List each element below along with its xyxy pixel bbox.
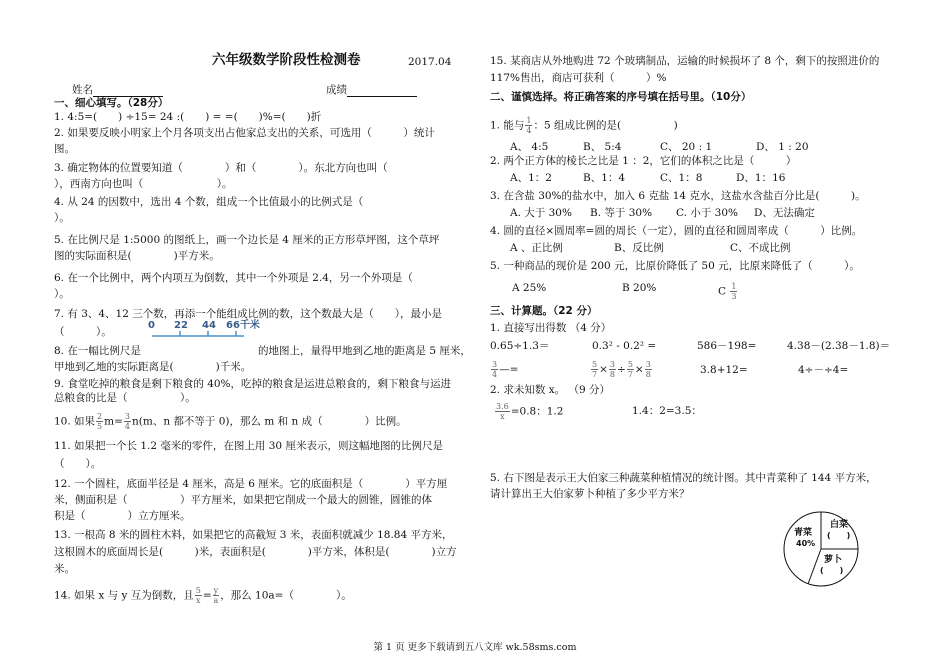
score-blank[interactable] <box>347 85 417 97</box>
choice5-opt-b: B 20% <box>622 282 657 294</box>
scale-tick-label: 66千米 <box>226 320 260 331</box>
choice4: 4. 圆的直径×圆周率=圆的周长（一定），圆的直径和圆周率成（ ）比例。 <box>490 225 863 237</box>
choice3-opt-b: B. 等于 30% <box>590 207 653 219</box>
choice3: 3. 在含盐 30%的盐水中，加入 6 克盐 14 克水，这盐水含盐百分比是( )。 <box>490 190 866 202</box>
choice4-opt-c: C、不成比例 <box>730 242 791 254</box>
section3-heading: 三、计算题。（22 分） <box>490 305 598 317</box>
pie-pct-qingcai: 40% <box>796 539 816 548</box>
q6-line1: 6. 在一个比例中，两个内项互为倒数，其中一个外项是 2.4，另一个外项是（ <box>54 272 413 284</box>
pie-value-luobo: ( ) <box>820 566 844 575</box>
q3-line2: ），西南方向也叫（ ）。 <box>54 178 233 190</box>
vegetable-pie-chart <box>782 508 860 590</box>
q14: 14. 如果 x 与 y 互为倒数，且 $\frac{5}{x}$ = $\frac{y}{a}$ ，那么 10a=（ ）。 <box>54 586 352 605</box>
choice5: 5. 一种商品的现价是 200 元，比原价降低了 50 元，比原来降低了（ ）。 <box>490 260 860 272</box>
q15-line1: 15. 某商店从外地购进 72 个玻璃制品，运输的时候损坏了 8 个，剩下的按照进价的 <box>490 55 880 67</box>
section1-heading: 一、细心填写。（28分） <box>54 97 169 109</box>
fraction: $\frac{5}{7}$ <box>592 360 598 379</box>
q2-line2: 图。 <box>54 143 75 155</box>
fraction: $\frac{3.6}{x}$ <box>496 402 509 421</box>
exam-date: 2017.04 <box>408 56 452 68</box>
q8-line1a: 8. 在一幅比例尺是 <box>54 345 141 357</box>
choice2: 2. 两个正方体的棱长之比是 1 ：2，它们的体积之比是（ ） <box>490 155 797 167</box>
calc-r2-3: 3.8+12= <box>700 364 748 376</box>
q8-line1b: 的地图上，量得甲地到乙地的距离是 5 厘米， <box>258 345 471 357</box>
problem5-line2: 请计算出王大伯家萝卜种植了多少平方米？ <box>490 488 690 500</box>
choice1-opt-d: D、 1 : 20 <box>756 141 809 153</box>
choice5-opt-a: A 25% <box>512 282 547 294</box>
fraction: $\frac{3}{8}$ <box>609 360 615 379</box>
q11-line1: 11. 如果把一个长 1.2 毫米的零件，在图上用 30 厘米表示，则这幅地图的比例尺是 <box>54 440 443 452</box>
q3-line1: 3. 确定物体的位置要知道（ ）和（ ）。东北方向也叫（ <box>54 162 388 174</box>
q6-line2: ）。 <box>54 288 70 300</box>
page-title: 六年级数学阶段性检测卷 <box>212 52 361 68</box>
q4-line2: ）。 <box>54 212 70 224</box>
q7-line2: （ ）。 <box>54 326 112 338</box>
q12-line2: 米，侧面积是（ ）平方厘米，如果把它削成一个最大的圆锥，圆锥的体 <box>54 494 432 506</box>
choice2-opt-c: C、1：8 <box>660 172 703 184</box>
problem5-line1: 5. 右下图是表示王大伯家三种蔬菜种植情况的统计图。其中青菜种了 144 平方米， <box>490 472 877 484</box>
fraction: $\frac{3}{8}$ <box>645 360 651 379</box>
calc-r1-3: 586－198= <box>697 340 757 352</box>
section2-heading: 二、谨慎选择。将正确答案的序号填在括号里。（10分） <box>490 91 752 103</box>
scale-tick-label: 44 <box>202 320 216 331</box>
fraction: $\frac{y}{a}$ <box>213 586 219 605</box>
equation-1: $\frac{3.6}{x}$ =0.8：1.2 <box>496 402 564 421</box>
calc-r1-2: 0.3² - 0.2² = <box>592 340 657 352</box>
q5-line1: 5. 在比例尺是 1:5000 的图纸上，画一个边长是 4 厘米的正方形草坪图，这个草坪 <box>54 234 440 246</box>
fraction: $\frac{5}{7}$ <box>627 360 633 379</box>
choice3-opt-c: C. 小于 30% <box>676 207 739 219</box>
calc-r2-1: $\frac{3}{4}$ —= <box>492 360 519 379</box>
choice4-opt-a: A 、正比例 <box>510 242 563 254</box>
calc-r1-1: 0.65÷1.3＝ <box>490 340 550 352</box>
q2-line1: 2. 如果要反映小明家上个月各项支出占他家总支出的关系，可选用（ ）统计 <box>54 127 435 139</box>
q12-line3: 积是（ ）立方厘米。 <box>54 510 191 522</box>
equation-2: 1.4：2=3.5： <box>632 405 702 417</box>
choice1-opt-c: C、 20 : 1 <box>660 141 713 153</box>
q13-line1: 13. 一根高 8 米的圆柱木料，如果把它的高截短 3 米，表面积就减少 18.84 平方米， <box>54 529 453 541</box>
q7-line1: 7. 有 3、4、12 三个数，再添一个能组成比例的数，这个数最大是（ ），最小是 <box>54 308 443 320</box>
calc-r1-4: 4.38－(2.38－1.8)＝ <box>787 340 891 352</box>
q13-line2: 这根圆木的底面周长是( )米，表面积是( )平方米，体积是( )立方 <box>54 546 457 558</box>
choice4-opt-b: B、反比例 <box>614 242 664 254</box>
choice2-opt-a: A、1：2 <box>510 172 552 184</box>
fraction: $\frac{3}{4}$ <box>124 412 130 431</box>
name-label: 姓名 <box>72 84 163 97</box>
choice1: 1. 能与 $\frac{1}{4}$ ：5 组成比例的是( ) <box>490 116 678 135</box>
q12-line1: 12. 一个圆柱，底面半径是 4 厘米，高是 6 厘米。它的底面积是（ ）平方厘 <box>54 478 448 490</box>
q9-line1: 9. 食堂吃掉的粮食是剩下粮食的 40%，吃掉的粮食是运进总粮食的，剩下粮食与运进 <box>54 378 452 390</box>
calc-r2-2: $\frac{5}{7}$ × $\frac{3}{8}$ ÷ $\frac{5}{7}$ × $\frac{3}{8}$ <box>592 360 651 379</box>
q5-line2: 图的实际面积是( )平方米。 <box>54 250 220 262</box>
page-footer: 第 1 页 更多下载请到五八文库 wk.58sms.com <box>373 642 577 653</box>
q13-line3: 米。 <box>54 563 75 575</box>
calc2-heading: 2. 求未知数 x。 （9 分） <box>490 384 610 396</box>
calc-r2-4: 4÷－÷4= <box>798 364 849 376</box>
choice2-opt-b: B、1：4 <box>583 172 626 184</box>
fraction: $\frac{1}{4}$ <box>526 116 532 135</box>
q10: 10. 如果 $\frac{2}{5}$ m= $\frac{3}{4}$ n(m、n 都不等于 0)，那么 m 和 n 成（ ）比例。 <box>54 412 407 431</box>
choice3-opt-a: A. 大于 30% <box>510 207 572 219</box>
fraction: $\frac{3}{4}$ <box>492 360 498 379</box>
pie-value-baicai: ( ) <box>827 531 851 540</box>
choice3-opt-d: D、无法确定 <box>754 207 815 219</box>
pie-label-qingcai: 青菜 <box>794 528 813 538</box>
q9-line2: 总粮食的比是（ ）。 <box>54 392 196 404</box>
choice2-opt-d: D、1：16 <box>736 172 786 184</box>
q8-line2: 甲地到乙地的实际距离是( )千米。 <box>54 361 252 373</box>
fraction: $\frac{1}{3}$ <box>731 282 737 301</box>
fraction: $\frac{5}{x}$ <box>195 586 201 605</box>
q11-line2: （ ）。 <box>54 458 102 470</box>
fraction: $\frac{2}{5}$ <box>97 412 103 431</box>
q1: 1. 4:5=( ) ÷15= 24 :( ) = =( )%=( )折 <box>54 111 322 123</box>
choice1-opt-a: A、 4:5 <box>510 141 549 153</box>
pie-label-luobo: 萝卜 <box>824 555 843 565</box>
q15-line2: 117%售出，商店可获利（ ）% <box>490 72 667 84</box>
choice5-opt-c: C $\frac{1}{3}$ <box>718 282 737 301</box>
scale-bar <box>144 318 260 344</box>
score-label: 成绩 <box>326 84 417 97</box>
scale-tick-label: 0 <box>148 320 155 331</box>
scale-tick-label: 22 <box>174 320 188 331</box>
q4-line1: 4. 从 24 的因数中，选出 4 个数，组成一个比值最小的比例式是（ <box>54 196 364 208</box>
name-blank[interactable] <box>93 85 163 97</box>
calc1-heading: 1. 直接写出得数 （4 分） <box>490 322 612 334</box>
choice1-opt-b: B、 5:4 <box>583 141 622 153</box>
pie-label-baicai: 白菜 <box>830 520 849 530</box>
